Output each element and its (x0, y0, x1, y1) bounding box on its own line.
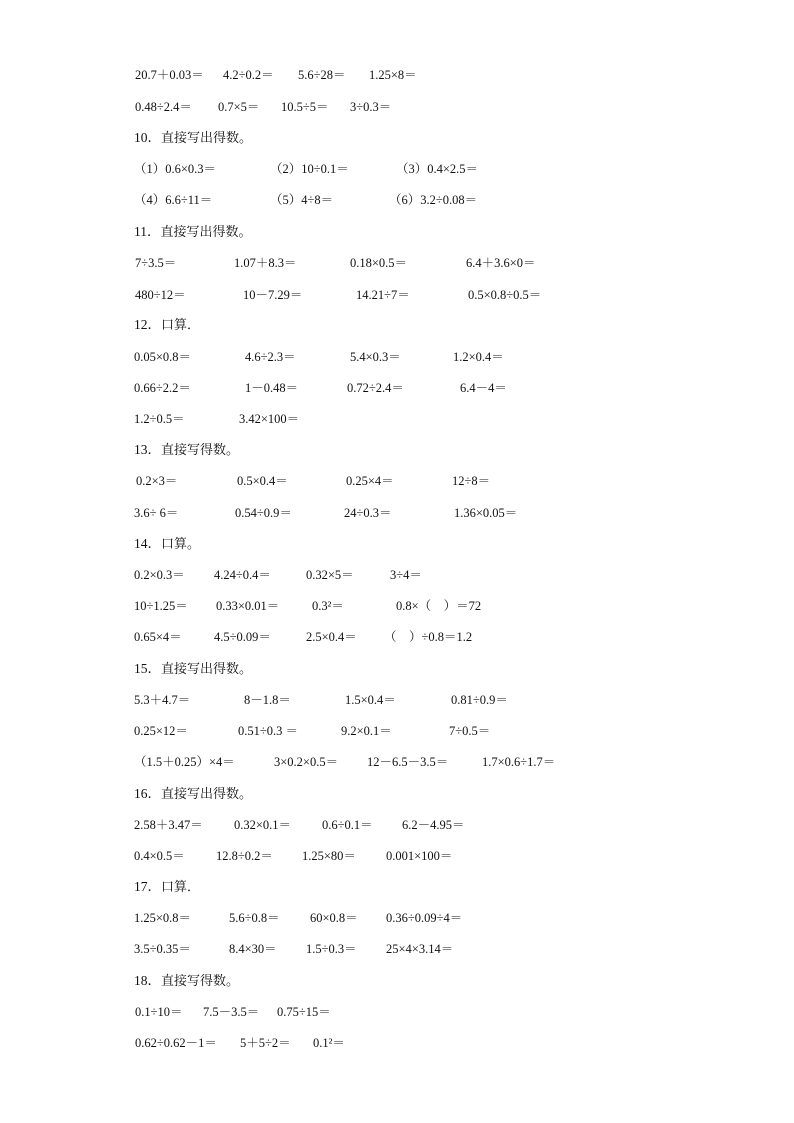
problem: 0.5×0.4＝ (237, 474, 288, 488)
problem: 3÷4＝ (390, 568, 422, 582)
problem: 1.07＋8.3＝ (234, 256, 297, 270)
problem: 0.3²＝ (312, 599, 344, 613)
question-heading-15 (134, 658, 252, 681)
problem: （ ）÷0.8＝1.2 (384, 630, 473, 644)
problem-row (0, 377, 794, 399)
problem: 10÷1.25＝ (134, 599, 188, 613)
problem: 0.75÷15＝ (277, 1005, 331, 1019)
problem: 0.33×0.01＝ (216, 599, 280, 613)
problem: 10－7.29＝ (243, 288, 303, 302)
question-number: 12． (134, 317, 161, 332)
problem: 1.2×0.4＝ (453, 350, 504, 364)
problem-row (0, 470, 794, 492)
problem: 8.4×30＝ (229, 942, 277, 956)
problem: 4.5÷0.09＝ (214, 630, 271, 644)
question-title: 直接写得数。 (161, 443, 240, 458)
problem: 0.66÷2.2＝ (134, 381, 191, 395)
problem: 0.36÷0.09÷4＝ (386, 911, 463, 925)
problem: 0.32×5＝ (306, 568, 354, 582)
problem: 0.1²＝ (313, 1036, 345, 1050)
problem-row (0, 96, 794, 118)
question-title: 直接写出得数。 (160, 225, 252, 240)
question-number: 18． (134, 973, 161, 988)
question-heading-10 (134, 127, 252, 150)
question-number: 11． (134, 224, 161, 239)
problem: 3.42×100＝ (239, 412, 300, 426)
problem-row (0, 938, 794, 960)
problem: （1.5＋0.25）×4＝ (134, 755, 235, 769)
question-title: 直接写出得数。 (161, 662, 253, 677)
problem: 2.5×0.4＝ (306, 630, 357, 644)
problem: 1.7×0.6÷1.7＝ (482, 755, 556, 769)
problem: 1.36×0.05＝ (454, 506, 518, 520)
problem-row (0, 346, 794, 368)
problem: 0.65×4＝ (134, 630, 182, 644)
problem: 1.5÷0.3＝ (306, 942, 357, 956)
problem-row (0, 252, 794, 274)
problem: （2）10÷0.1＝ (270, 162, 349, 176)
question-number: 10． (134, 130, 161, 145)
problem: 4.6÷2.3＝ (245, 350, 296, 364)
problem-row (0, 1032, 794, 1054)
problem-row (0, 814, 794, 836)
problem-row (0, 408, 794, 430)
problem: 0.62÷0.62－1＝ (135, 1036, 217, 1050)
problem: 0.6÷0.1＝ (322, 818, 373, 832)
problem-row (0, 1001, 794, 1023)
question-heading-11 (134, 221, 252, 244)
problem: （6）3.2÷0.08＝ (389, 193, 478, 207)
problem: （3）0.4×2.5＝ (396, 162, 479, 176)
problem: 5.3＋4.7＝ (134, 693, 191, 707)
problem: 3.6÷ 6＝ (134, 506, 179, 520)
problem-row (0, 720, 794, 742)
problem-row (0, 158, 794, 180)
problem: 5.6÷0.8＝ (229, 911, 280, 925)
problem: 0.001×100＝ (386, 849, 453, 863)
problem: 4.24÷0.4＝ (214, 568, 271, 582)
question-number: 17． (134, 879, 161, 894)
question-title: 直接写得数。 (161, 974, 240, 989)
problem: 0.54÷0.9＝ (235, 506, 292, 520)
problem: 9.2×0.1＝ (341, 724, 392, 738)
problem: 60×0.8＝ (310, 911, 358, 925)
problem: 0.05×0.8＝ (134, 350, 192, 364)
problem: 7.5－3.5＝ (203, 1005, 260, 1019)
problem: 1.2÷0.5＝ (134, 412, 185, 426)
problem: 14.21÷7＝ (356, 288, 410, 302)
problem: 25×4×3.14＝ (386, 942, 454, 956)
problem: 0.25×4＝ (346, 474, 394, 488)
problem: 0.2×3＝ (136, 474, 178, 488)
problem: 5.4×0.3＝ (350, 350, 401, 364)
problem: 12－6.5－3.5＝ (367, 755, 449, 769)
problem-row (0, 751, 794, 773)
problem: 10.5÷5＝ (281, 100, 329, 114)
question-title: 口算． (161, 318, 201, 333)
problem: 0.2×0.3＝ (134, 568, 185, 582)
question-title: 口算． (161, 880, 201, 895)
question-title: 直接写出得数。 (161, 787, 253, 802)
problem-row (0, 64, 794, 86)
question-heading-13 (134, 439, 239, 462)
problem-row (0, 502, 794, 524)
question-number: 15． (134, 661, 161, 676)
question-heading-18 (134, 970, 239, 993)
question-title: 直接写出得数。 (161, 131, 253, 146)
problem: 0.51÷0.3 ＝ (238, 724, 298, 738)
question-number: 16． (134, 786, 161, 801)
question-number: 13． (134, 442, 161, 457)
problem: 0.7×5＝ (218, 100, 260, 114)
problem: 0.32×0.1＝ (234, 818, 292, 832)
problem-row (0, 595, 794, 617)
problem-row (0, 189, 794, 211)
problem: 6.4－4＝ (460, 381, 507, 395)
problem: 1.5×0.4＝ (345, 693, 396, 707)
problem-row (0, 907, 794, 929)
problem: 0.25×12＝ (134, 724, 188, 738)
problem: 6.4＋3.6×0＝ (466, 256, 536, 270)
question-heading-12 (134, 314, 200, 337)
problem: 12.8÷0.2＝ (216, 849, 273, 863)
problem: 3.5÷0.35＝ (134, 942, 191, 956)
problem: 2.58＋3.47＝ (134, 818, 203, 832)
problem-row (0, 564, 794, 586)
problem: 0.8×（ ）＝72 (396, 599, 482, 613)
problem: 0.18×0.5＝ (350, 256, 408, 270)
problem: 3÷0.3＝ (350, 100, 392, 114)
problem-row (0, 284, 794, 306)
problem: （1）0.6×0.3＝ (134, 162, 217, 176)
question-heading-16 (134, 783, 252, 806)
problem: 24÷0.3＝ (344, 506, 392, 520)
problem: 0.48÷2.4＝ (135, 100, 192, 114)
problem: 0.72÷2.4＝ (347, 381, 404, 395)
problem: 1.25×0.8＝ (134, 911, 192, 925)
question-number: 14． (134, 536, 161, 551)
problem: 7÷3.5＝ (135, 256, 177, 270)
problem: 4.2÷0.2＝ (223, 68, 274, 82)
problem: （5）4÷8＝ (270, 193, 334, 207)
problem: 7÷0.5＝ (449, 724, 491, 738)
problem: 1－0.48＝ (245, 381, 299, 395)
question-heading-17 (134, 876, 200, 899)
problem: （4）6.6÷11＝ (134, 193, 213, 207)
problem: 6.2－4.95＝ (402, 818, 465, 832)
problem: 0.5×0.8÷0.5＝ (468, 288, 542, 302)
problem: 480÷12＝ (135, 288, 186, 302)
problem-row (0, 689, 794, 711)
problem: 0.1÷10＝ (135, 1005, 183, 1019)
problem: 1.25×8＝ (369, 68, 417, 82)
problem: 20.7＋0.03＝ (135, 68, 204, 82)
problem: 0.4×0.5＝ (134, 849, 185, 863)
problem: 8－1.8＝ (244, 693, 291, 707)
question-heading-14 (134, 533, 200, 556)
problem: 1.25×80＝ (302, 849, 356, 863)
problem-row (0, 626, 794, 648)
problem: 3×0.2×0.5＝ (274, 755, 339, 769)
problem: 5＋5÷2＝ (240, 1036, 291, 1050)
problem: 12÷8＝ (452, 474, 491, 488)
question-title: 口算。 (161, 537, 201, 552)
problem: 0.81÷0.9＝ (451, 693, 508, 707)
problem: 5.6÷28＝ (298, 68, 346, 82)
problem-row (0, 845, 794, 867)
